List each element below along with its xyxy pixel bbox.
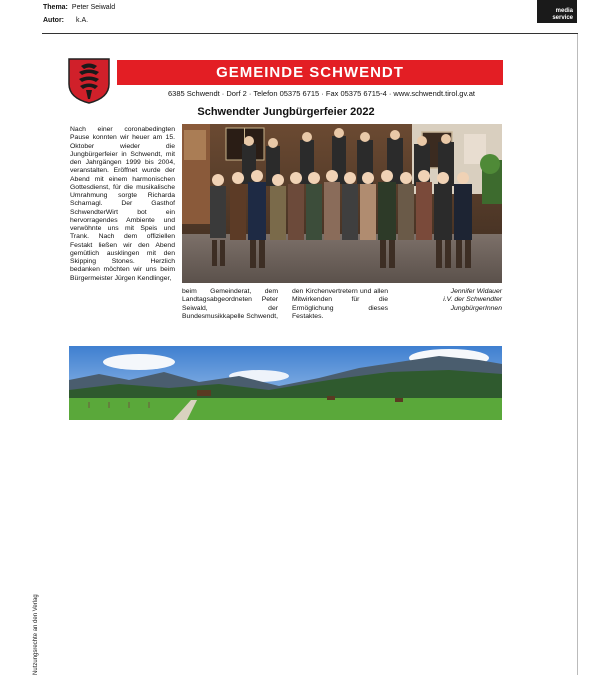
municipality-crest-icon: [68, 58, 110, 104]
signature-group: JungbürgerInnen: [450, 304, 502, 312]
thema-value: Peter Seiwald: [71, 4, 116, 11]
article-column-1: [70, 126, 175, 283]
usage-rights-note: Nutzungsrechte an den Verlag: [33, 594, 39, 675]
group-photo: [182, 124, 502, 283]
panorama-photo: [69, 346, 502, 420]
autor-value: k.A.: [76, 17, 89, 24]
signature-block: [398, 288, 502, 313]
autor-label: Autor:: [43, 17, 64, 24]
signature-name: Jennifer Widauer: [450, 288, 502, 295]
thema-label: Thema:: [43, 4, 68, 11]
badge-line2: service: [552, 15, 573, 21]
signature-role: i.V. der Schwendter: [443, 296, 502, 304]
header-rule: [42, 33, 578, 34]
address-line: 6385 Schwendt · Dorf 2 · Telefon 05375 6715 · Fax 05375 6715-4 · www.schwendt.tirol.gv.at: [168, 89, 475, 98]
municipality-banner: GEMEINDE SCHWENDT: [117, 60, 503, 85]
thema-line: [43, 4, 115, 11]
article-column-3: den Kirchenvertretern und allen Mitwirkenden für die Ermöglichung dieses Festaktes.: [292, 288, 388, 320]
media-service-badge: [537, 0, 577, 23]
page-right-border: [577, 34, 578, 675]
article-column-2: beim Gemeinderat, dem Landtagsabgeordneten Peter Seiwald, der Bundesmusikkapelle Schwendt,: [182, 288, 278, 320]
autor-line: [43, 17, 88, 24]
article-column-1-text: Nach einer coronabedingten Pause konnten wir heuer am 15. Oktober wieder die Jungbürgerfeier in Schwendt, mit den Jahrgängen 1999 bis 2004, veranstalten. Eröffnet wurde der Abend mit einem harmonischen Gottesdienst, für die musikalische Umrahmung sorgte Richarda Scharnagl. Der Gasthof SchwendterWirt bot ein hervorragendes Ambiente und verwöhnte uns mit Speis und Trank. Nach dem offiziellen Festakt ließen wir den Abend gemütlich ausklingen mit den Skipping Stones. Herzlich bedanken möchten wir uns beim Bürgermeister Jürgen Kendlinger,: [70, 126, 175, 282]
badge-line1: media: [555, 8, 573, 14]
article-headline: Schwendter Jungbürgerfeier 2022: [197, 106, 375, 118]
